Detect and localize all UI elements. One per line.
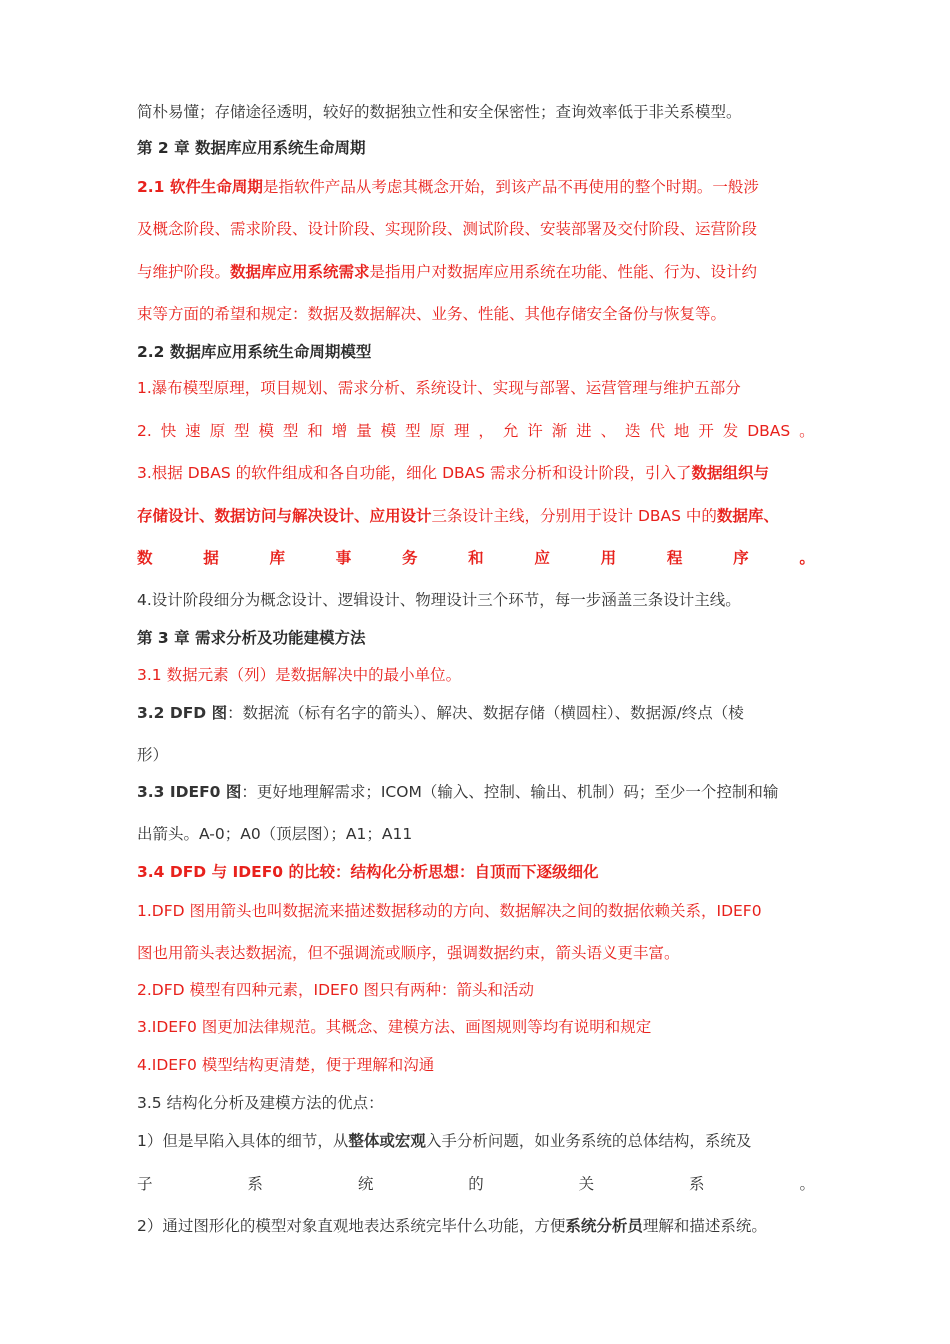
char: 序 — [733, 549, 749, 567]
char: 允 — [502, 422, 519, 440]
char: 快 — [160, 422, 177, 440]
paragraph-line — [137, 823, 412, 845]
text: 1.DFD 图用箭头也叫数据流来描述数据移动的方向、数据解决之间的数据依赖关系，IDEF0 — [137, 902, 762, 920]
text: 3.IDEF0 图更加法律规范。其概念、建模方法、画图规则等均有说明和规定 — [137, 1018, 652, 1036]
paragraph-line — [137, 1054, 434, 1076]
paragraph-line — [137, 505, 779, 527]
term-text: 3.3 IDEF0 图 — [137, 783, 242, 801]
paragraph-line — [137, 942, 680, 964]
text: 图也用箭头表达数据流，但不强调流或顺序，强调数据约束，箭头语义更丰富。 — [137, 944, 680, 962]
char: 和 — [468, 549, 484, 567]
char: 系 — [247, 1175, 263, 1193]
section-heading — [137, 1092, 384, 1114]
char: 许 — [527, 422, 543, 440]
char: 。 — [799, 1175, 815, 1193]
paragraph-line — [137, 176, 759, 198]
char: 事 — [335, 549, 352, 567]
char: 开 — [698, 422, 714, 440]
char: 的 — [468, 1175, 484, 1193]
char: 数 — [137, 549, 153, 567]
text: 3.1 数据元素（列）是数据解决中的最小单位。 — [137, 666, 462, 684]
char: 原 — [429, 422, 446, 440]
term-text: 整体或宏观 — [348, 1132, 426, 1150]
text: 束等方面的希望和规定：数据及数据解决、业务、性能、其他存储安全备份与恢复等。 — [137, 305, 727, 323]
paragraph-line — [137, 589, 741, 611]
text: ：更好地理解需求；ICOM（输入、控制、输出、机制）码；至少一个控制和输 — [241, 783, 779, 801]
paragraph-line — [137, 101, 742, 123]
text: 2）通过图形化的模型对象直观地表达系统完毕什么功能，方便 — [137, 1217, 566, 1235]
char: 系 — [689, 1175, 705, 1193]
paragraph-line — [137, 1215, 767, 1237]
char: 用 — [600, 549, 617, 567]
char: 关 — [578, 1175, 595, 1193]
char: DBAS — [747, 422, 791, 440]
char: 理 — [453, 422, 470, 440]
char: 子 — [137, 1175, 153, 1193]
heading-text: 第 2 章 数据库应用系统生命周期 — [137, 139, 366, 157]
text: 4.设计阶段细分为概念设计、逻辑设计、物理设计三个环节，每一步涵盖三条设计主线。 — [137, 591, 741, 609]
justified-line — [137, 420, 815, 442]
paragraph-line — [137, 781, 778, 803]
text: 三条设计主线，分别用于设计 DBAS 中的 — [431, 507, 717, 525]
text: 理解和描述系统。 — [642, 1217, 767, 1235]
text: 4.IDEF0 模型结构更清楚，便于理解和沟通 — [137, 1056, 435, 1074]
heading-text: 3.5 结构化分析及建模方法的优点： — [137, 1094, 384, 1112]
paragraph-line — [137, 462, 769, 484]
char: 2. — [137, 422, 152, 440]
char: 渐 — [551, 422, 568, 440]
section-heading — [137, 341, 371, 363]
text: 2.DFD 模型有四种元素，IDEF0 图只有两种：箭头和活动 — [137, 981, 535, 999]
text: 形） — [137, 746, 169, 764]
term-text: 3.2 DFD 图 — [137, 704, 228, 722]
char: 应 — [534, 549, 550, 567]
char: 型 — [405, 422, 421, 440]
char: 进 — [576, 422, 592, 440]
char: 代 — [649, 422, 665, 440]
paragraph-line — [137, 1130, 751, 1152]
char: 据 — [203, 549, 219, 567]
text: 出箭头。A-0；A0（顶层图）；A1；A11 — [137, 825, 413, 843]
paragraph-line — [137, 702, 744, 724]
char: 。 — [799, 422, 815, 440]
text: 2.1 — [137, 178, 170, 196]
chapter-heading — [137, 137, 365, 159]
text: 是指用户对数据库应用系统在功能、性能、行为、设计约 — [369, 263, 758, 281]
paragraph-line — [137, 900, 762, 922]
paragraph-line — [137, 377, 741, 399]
paragraph-line — [137, 664, 461, 686]
term-text: 软件生命周期 — [169, 178, 263, 196]
char: 库 — [269, 549, 285, 567]
char: 务 — [401, 549, 418, 567]
term-text: 存储设计、数据访问与解决设计、应用设计 — [137, 507, 432, 525]
heading-text: 2.2 数据库应用系统生命周期模型 — [137, 343, 372, 361]
char: 原 — [209, 422, 226, 440]
term-text: 数据库、 — [716, 507, 779, 525]
paragraph-line — [137, 1016, 651, 1038]
text: 与维护阶段。 — [137, 263, 231, 281]
text: 是指软件产品从考虑其概念开始，到该产品不再使用的整个时期。一般涉 — [262, 178, 759, 196]
char: 型 — [234, 422, 250, 440]
text: ：数据流（标有名字的箭头）、解决、数据存储（横圆柱）、数据源/终点（棱 — [227, 704, 744, 722]
char: 程 — [666, 549, 683, 567]
char: 量 — [356, 422, 372, 440]
char: 型 — [282, 422, 299, 440]
char: 、 — [600, 422, 617, 440]
text: 1.瀑布模型原理，项目规划、需求分析、系统设计、实现与部署、运营管理与维护五部分 — [137, 379, 741, 397]
paragraph-line — [137, 303, 726, 325]
chapter-heading — [137, 627, 365, 649]
paragraph-line — [137, 979, 534, 1001]
term-text: 系统分析员 — [565, 1217, 643, 1235]
char: 模 — [258, 422, 274, 440]
paragraph-line — [137, 218, 757, 240]
justified-line — [137, 547, 815, 569]
text: 1）但是早陷入具体的细节，从 — [137, 1132, 349, 1150]
text: 及概念阶段、需求阶段、设计阶段、实现阶段、测试阶段、安装部署及交付阶段、运营阶段 — [137, 220, 758, 238]
char: 发 — [722, 422, 739, 440]
heading-text: 第 3 章 需求分析及功能建模方法 — [137, 629, 366, 647]
text: 简朴易懂；存储途径透明，较好的数据独立性和安全保密性；查询效率低于非关系模型。 — [137, 103, 742, 121]
char: 统 — [357, 1175, 374, 1193]
text: 3.根据 DBAS 的软件组成和各自功能，细化 DBAS 需求分析和设计阶段，引入了 — [137, 464, 692, 482]
text: 入手分析问题，如业务系统的总体结构，系统及 — [425, 1132, 752, 1150]
char: 迭 — [625, 422, 641, 440]
heading-text: 3.4 DFD 与 IDEF0 的比较：结构化分析思想：自顶而下逐级细化 — [137, 863, 599, 881]
char: 地 — [673, 422, 690, 440]
paragraph-line — [137, 261, 757, 283]
char: 。 — [799, 549, 815, 567]
paragraph-line — [137, 744, 168, 766]
char: 速 — [185, 422, 201, 440]
char: 增 — [331, 422, 348, 440]
char: 模 — [380, 422, 397, 440]
justified-line — [137, 1173, 815, 1195]
term-text: 数据库应用系统需求 — [230, 263, 370, 281]
char: ， — [478, 422, 494, 440]
char: 和 — [307, 422, 323, 440]
term-text: 数据组织与 — [691, 464, 770, 482]
section-heading — [137, 861, 598, 883]
